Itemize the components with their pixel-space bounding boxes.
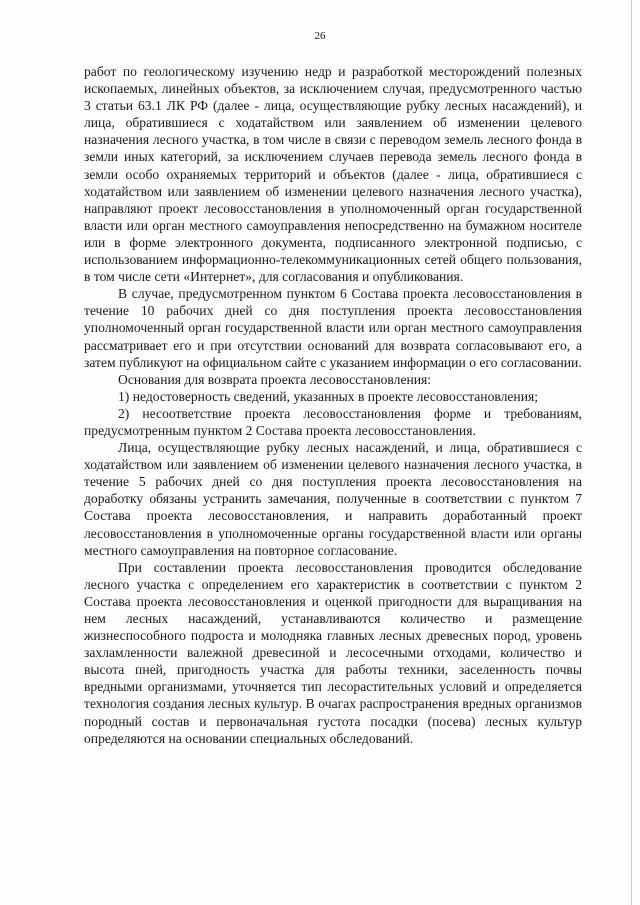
list-item-return-ground-1: 1) недостоверность сведений, указанных в проекте лесовосстановления; [118,388,538,404]
list-item-return-ground-2: 2) несоответствие проекта лесовосстановления форме и требованиям, предусмотренным пунктом 2 Состава проекта лесовосстановления. [84,405,582,438]
page-number: 26 [314,30,326,42]
paragraph-approval-procedure: В случае, предусмотренном пунктом 6 Состава проекта лесовосстановления в течение 10 рабочих дней со дня поступления проекта лесовосстановления уполномоченный орган государственной власти или орган местного самоуправления рассматривает его и при отсутствии оснований для возврата согласовывают его, а затем публикуют на официальном сайте с указанием информации о его согласовании. [84,286,582,370]
scan-edge-line [631,0,632,905]
paragraph-rework-procedure: Лица, осуществляющие рубку лесных насаждений, и лица, обратившиеся с ходатайством или заявлением об изменении целевого назначения лесного участка, в течение 5 рабочих дней со дня поступления проекта лесовосстановления на доработку обязаны устранить замечания, полученные в соответствии с пунктом 7 Состава проекта лесовосстановления, и направить доработанный проект лесовосстановления в уполномоченные органы государственной власти или органы местного самоуправления на повторное согласование. [84,440,582,558]
paragraph-site-survey: При составлении проекта лесовосстановления проводится обследование лесного участка с определением его характеристик в соответствии с пунктом 2 Состава проекта лесовосстановления и оценкой пригодности для выращивания на нем лесных насаждений, устанавливаются количество и размещение жизнеспособного подроста и молодняка главных лесных древесных пород, уровень захламленности валежной древесиной и лесосечными отходами, количество и высота пней, пригодность участка для работы техники, заселенность почвы вредными организмами, уточняется тип лесорастительных условий и определяется технология создания лесных культур. В очагах распространения вредных организмов породный состав и первоначальная густота посадки (посева) лесных культур определяются на основании специальных обследований. [84,559,582,746]
document-body [84,63,582,747]
paragraph-continuation: работ по геологическому изучению недр и разработкой месторождений полезных ископаемых, линейных объектов, за исключением случая, предусмотренного частью 3 статьи 63.1 ЛК РФ (далее - лица, осуществляющие рубку лесных насаждений), и лица, обратившиеся с ходатайством или заявлением об изменении целевого назначения лесного участка, в том числе в связи с переводом земель лесного фонда в земли иных категорий, за исключением случаев перевода земель лесного фонда в земли особо охраняемых территорий и объектов (далее - лица, обратившиеся с ходатайством или заявлением об изменении целевого назначения лесного участка), направляют проект лесовосстановления в уполномоченный орган государственной власти или орган местного самоуправления непосредственно на бумажном носителе или в форме электронного документа, подписанного электронной подписью, с использованием информационно-телекоммуникационных сетей общего пользования, в том числе сети «Интернет», для согласования и опубликования. [84,64,582,285]
paragraph-return-grounds-heading: Основания для возврата проекта лесовосстановления: [118,371,432,387]
